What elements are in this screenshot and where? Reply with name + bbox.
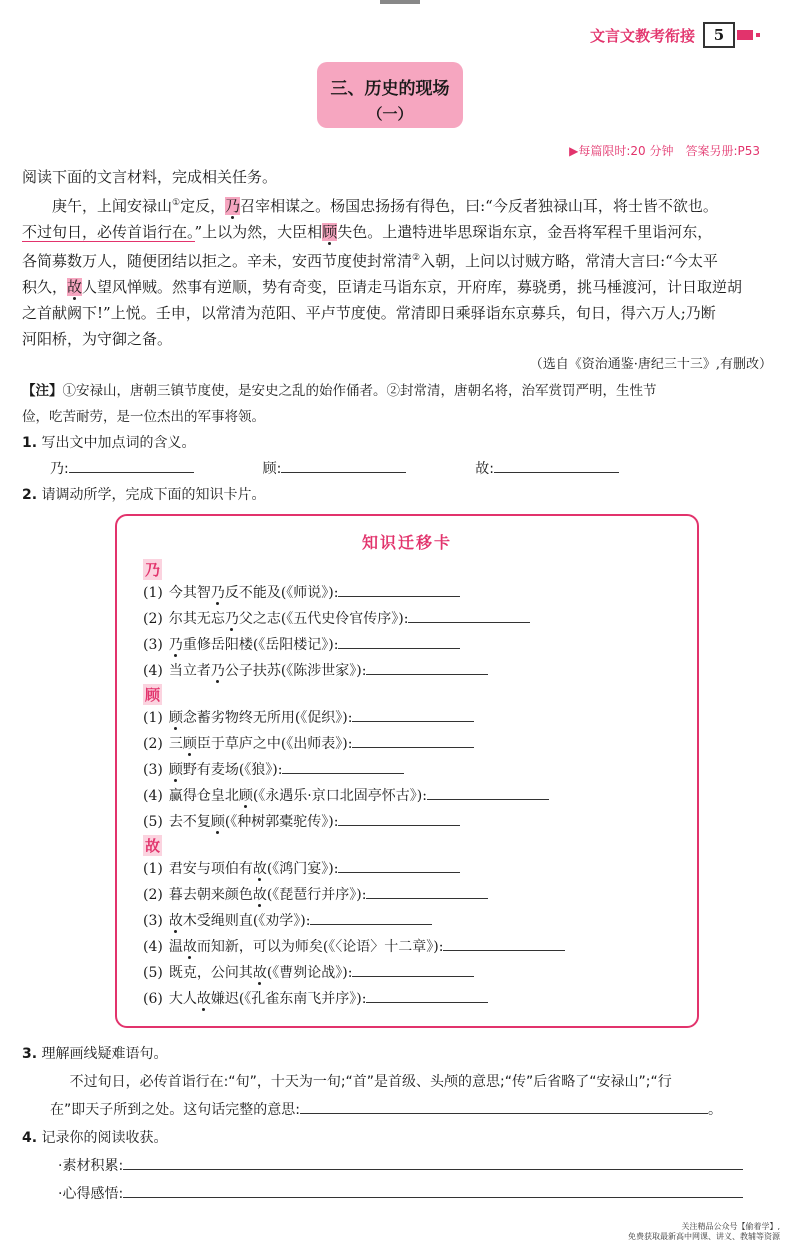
card-item: (2) 尔其无忘乃父之志(《五代史伶官传序》):: [143, 606, 697, 632]
answer-blank[interactable]: [352, 960, 474, 977]
card-item: (1) 今其智乃反不能及(《师说》):: [143, 580, 697, 606]
answer-blank[interactable]: [123, 1181, 743, 1198]
dotted-word: 故: [252, 861, 267, 877]
dotted-word: 故: [252, 887, 267, 903]
page-header: [590, 22, 760, 48]
answer-blank[interactable]: [123, 1153, 743, 1170]
intro: 阅读下面的文言材料，完成相关任务。: [22, 168, 278, 186]
answer-blank[interactable]: [69, 456, 194, 473]
insight-line: ·心得感悟:: [22, 1180, 772, 1208]
dotted-word-gu: 顾: [322, 223, 338, 241]
dotted-word: 顾: [182, 736, 197, 752]
page-number: 5: [703, 22, 735, 48]
card-section: [143, 835, 697, 1012]
dotted-word: 乃: [210, 585, 225, 601]
answer-blank[interactable]: [366, 986, 488, 1003]
decor-dot: [756, 33, 760, 37]
card-item: (1) 顾念蓄劣物终无所用(《促织》):: [143, 705, 697, 731]
card-section: [143, 559, 697, 684]
card-item: (2) 三顾臣于草庐之中(《出师表》):: [143, 731, 697, 757]
answer-blank[interactable]: [352, 705, 474, 722]
dotted-word: 顾: [210, 814, 225, 830]
dotted-word: 故: [196, 991, 211, 1007]
answer-blank[interactable]: [352, 731, 474, 748]
passage-line: 各简募数万人，随便团结以拒之。辛未，安西节度使封常清②入朝，上问以讨贼方略，常清大言曰:“今太平: [22, 252, 718, 270]
dotted-word: 故: [252, 965, 267, 981]
card-body: [117, 559, 697, 1012]
answer-blank[interactable]: [300, 1097, 708, 1114]
header-title: 文言文教考衔接: [589, 26, 695, 45]
card-section-head: 顾: [145, 686, 161, 704]
card-item: (5) 既克，公问其故(《曹刿论战》):: [143, 960, 697, 986]
time-limit: ▶每篇限时:20 分钟 答案另册:P53: [569, 144, 760, 158]
answer-blank[interactable]: [338, 809, 460, 826]
card-section-head: 乃: [145, 561, 161, 579]
dotted-word: 顾: [238, 788, 253, 804]
card-section: [143, 684, 697, 835]
answer-blank[interactable]: [338, 580, 460, 597]
lesson-subtitle: （一）: [367, 105, 413, 123]
answer-blank[interactable]: [366, 882, 488, 899]
dotted-word: 乃: [168, 637, 183, 653]
passage-line: 积久，故人望风惮贼。然事有逆顺，势有奇变，臣请走马诣东京，开府库，募骁勇，挑马棰渡河，计日取逆胡: [22, 278, 743, 296]
card-item: (1) 君安与项伯有故(《鸿门宴》):: [143, 856, 697, 882]
passage-block: [22, 164, 772, 508]
dotted-word: 乃: [224, 611, 239, 627]
card-item: (3) 故木受绳则直(《劝学》):: [143, 908, 697, 934]
passage-line: 庚午，上闻安禄山①定反，乃召宰相谋之。杨国忠扬扬有得色，曰:“今反者独禄山耳，将士皆不欲也。: [52, 197, 718, 215]
card-item: (5) 去不复顾(《种树郭橐驼传》):: [143, 809, 697, 835]
card-item: (2) 暮去朝来颜色故(《琵琶行并序》):: [143, 882, 697, 908]
card-item: (4) 当立者乃公子扶苏(《陈涉世家》):: [143, 658, 697, 684]
card-item: (3) 乃重修岳阳楼(《岳阳楼记》):: [143, 632, 697, 658]
material-line: ·素材积累:: [22, 1152, 772, 1180]
question-2: 2. 请调动所学，完成下面的知识卡片。: [22, 487, 266, 503]
dotted-word: 故: [182, 939, 197, 955]
answer-blank[interactable]: [427, 783, 549, 800]
dotted-word-gu2: 故: [67, 278, 83, 296]
dotted-word: 顾: [168, 762, 183, 778]
underlined-sentence: 不过旬日，必传首诣行在。: [22, 223, 195, 241]
question-3: 3. 理解画线疑难语句。: [22, 1046, 168, 1062]
knowledge-card: [115, 514, 699, 1028]
passage-line: 不过旬日，必传首诣行在。”上以为然，大臣相顾失色。上遣特进毕思琛诣东京，金吾将军程千里诣河东，: [22, 223, 713, 241]
question-1-blanks: 乃: 顾: 故:: [22, 456, 772, 482]
source-citation: （选自《资治通鉴·唐纪三十三》,有删改）: [529, 357, 772, 372]
footer-note: 关注精品公众号【偷着学】, 免费获取最新高中网课、讲义、教辅等资源: [628, 1222, 780, 1241]
card-title: 知识迁移卡: [361, 533, 452, 552]
decor-block: [737, 30, 753, 40]
answer-blank[interactable]: [494, 456, 619, 473]
lesson-title: 三、历史的现场: [330, 79, 450, 99]
lesson-title-box: [317, 62, 463, 128]
answer-blank[interactable]: [366, 658, 488, 675]
dotted-word: 顾: [168, 710, 183, 726]
passage-line: 河阳桥，为守御之备。: [22, 330, 173, 348]
answer-blank[interactable]: [408, 606, 530, 623]
card-item: (4) 温故而知新，可以为师矣(《〈论语〉十二章》):: [143, 934, 697, 960]
question-1: 1. 写出文中加点词的含义。: [22, 435, 196, 451]
question-3-line2: 在”即天子所到之处。这句话完整的意思: 。: [22, 1096, 772, 1124]
passage-line: 之首献阙下!”上悦。壬申，以常清为范阳、平卢节度使。常清即日乘驿诣东京募兵，旬日，得六万人;乃断: [22, 304, 716, 322]
answer-blank[interactable]: [281, 456, 406, 473]
note: 【注】①安禄山，唐朝三镇节度使，是安史之乱的始作俑者。②封常清，唐朝名将，治军赏罚严明，生性节: [22, 383, 657, 399]
card-item: (4) 赢得仓皇北顾(《永遇乐·京口北固亭怀古》):: [143, 783, 697, 809]
answer-blank[interactable]: [338, 856, 460, 873]
card-section-head: 故: [145, 837, 161, 855]
answer-blank[interactable]: [282, 757, 404, 774]
answer-blank[interactable]: [338, 632, 460, 649]
top-edge-mark: [380, 0, 420, 4]
dotted-word: 乃: [210, 663, 225, 679]
note-cont: 俭，吃苦耐劳，是一位杰出的军事将领。: [22, 409, 265, 425]
card-item: (6) 大人故嫌迟(《孔雀东南飞并序》):: [143, 986, 697, 1012]
question-4: 4. 记录你的阅读收获。: [22, 1130, 168, 1146]
question-3-line: 不过旬日，必传首诣行在:“旬”，十天为一旬;“首”是首级、头颅的意思;“传”后省略了“安禄山”;“行: [69, 1074, 672, 1090]
dotted-word: 故: [168, 913, 183, 929]
dotted-word-nai: 乃: [225, 197, 241, 215]
questions-3-4: [22, 1040, 772, 1208]
answer-blank[interactable]: [310, 908, 432, 925]
card-item: (3) 顾野有麦场(《狼》):: [143, 757, 697, 783]
answer-blank[interactable]: [443, 934, 565, 951]
